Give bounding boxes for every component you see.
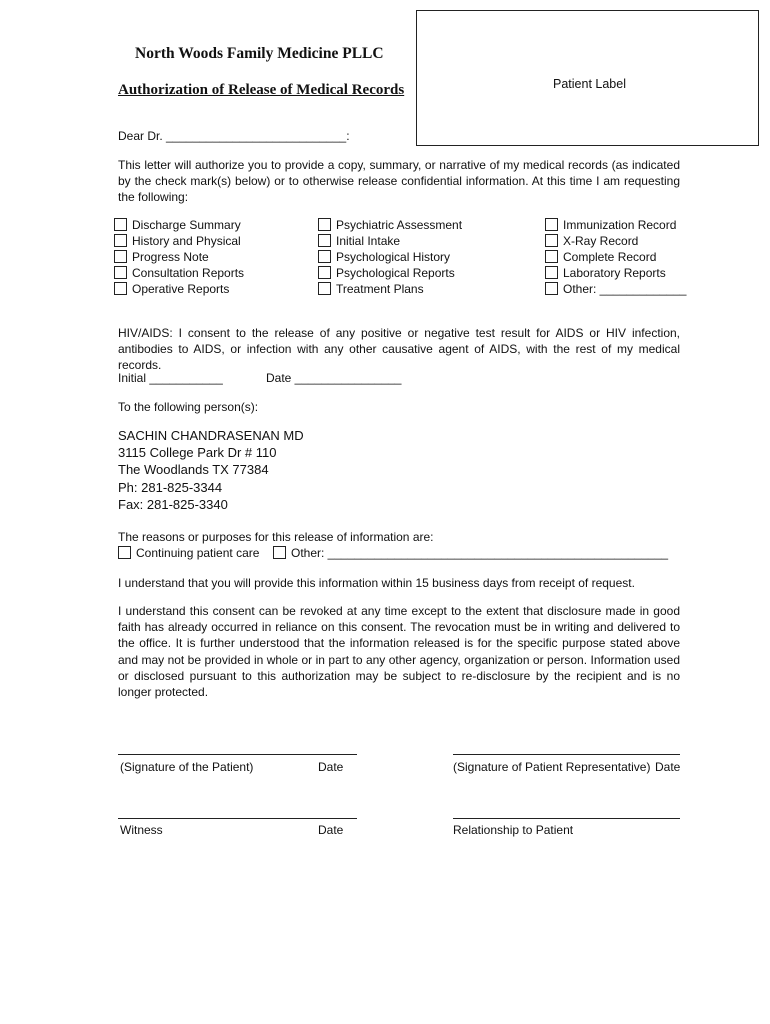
patient-label-text: Patient Label xyxy=(553,77,626,91)
checkbox-initial-intake[interactable]: Initial Intake xyxy=(318,233,462,249)
checkbox-operative-reports[interactable]: Operative Reports xyxy=(114,281,244,297)
relationship-label: Relationship to Patient xyxy=(453,823,574,837)
checkbox-history-physical[interactable]: History and Physical xyxy=(114,233,244,249)
understand-timing: I understand that you will provide this information within 15 business days from receipt of request. xyxy=(118,576,635,590)
checkbox-immunization-record[interactable]: Immunization Record xyxy=(545,217,686,233)
checkbox-psychological-history[interactable]: Psychological History xyxy=(318,249,462,265)
checkbox-psychiatric-assessment[interactable]: Psychiatric Assessment xyxy=(318,217,462,233)
checkbox-box[interactable] xyxy=(318,266,331,279)
checkbox-progress-note[interactable]: Progress Note xyxy=(114,249,244,265)
intro-paragraph: This letter will authorize you to provide a copy, summary, or narrative of my medical records (as indicated by the check mark(s) below) or to otherwise release confidential information. At this time I am requesting the following: xyxy=(118,158,680,205)
checkbox-discharge-summary[interactable]: Discharge Summary xyxy=(114,217,244,233)
checkbox-treatment-plans[interactable]: Treatment Plans xyxy=(318,281,462,297)
checkbox-box[interactable] xyxy=(114,266,127,279)
recipient-fax: Fax: 281-825-3340 xyxy=(118,496,228,512)
reason-other[interactable] xyxy=(273,545,668,561)
checkbox-box[interactable] xyxy=(318,250,331,263)
checkbox-box[interactable] xyxy=(545,218,558,231)
checkbox-reason-other[interactable]: Other: ___________________________________________________ xyxy=(273,545,668,561)
relationship-line[interactable] xyxy=(453,818,680,819)
checkbox-box[interactable] xyxy=(114,234,127,247)
reason-continuing-care[interactable] xyxy=(118,545,259,561)
revocation-paragraph: I understand this consent can be revoked at any time except to the extent that disclosure made in good faith has already occurred in reliance on this consent. The revocation must be in writing and delivered to the office. It is further understood that the information released is for the specific purpose stated above and may not be provided in whole or in part to any other agency, organization or person. Information used or disclosed pursuant to this authorization may be subject to re-disclosure by the recipient and is no longer protected. xyxy=(118,604,680,700)
checkbox-box[interactable] xyxy=(114,250,127,263)
recipient-phone: Ph: 281-825-3344 xyxy=(118,479,223,495)
records-column-3 xyxy=(545,217,686,297)
patient-label-box xyxy=(416,10,759,146)
records-column-2 xyxy=(318,217,462,297)
initial-field[interactable]: Initial ___________ xyxy=(118,371,223,385)
to-persons-label: To the following person(s): xyxy=(118,400,259,414)
checkbox-box[interactable] xyxy=(545,234,558,247)
checkbox-psychological-reports[interactable]: Psychological Reports xyxy=(318,265,462,281)
checkbox-complete-record[interactable]: Complete Record xyxy=(545,249,686,265)
form-title: Authorization of Release of Medical Records xyxy=(118,82,405,98)
checkbox-box[interactable] xyxy=(318,282,331,295)
representative-signature-label: (Signature of Patient Representative) xyxy=(453,760,651,774)
recipient-address xyxy=(118,427,304,513)
checkbox-laboratory-reports[interactable]: Laboratory Reports xyxy=(545,265,686,281)
representative-date-label: Date xyxy=(655,760,681,774)
records-column-1 xyxy=(114,217,244,297)
checkbox-box[interactable] xyxy=(114,218,127,231)
checkbox-box[interactable] xyxy=(118,546,131,559)
checkbox-box[interactable] xyxy=(545,282,558,295)
salutation: Dear Dr. ___________________________: xyxy=(118,129,350,143)
checkbox-xray-record[interactable]: X-Ray Record xyxy=(545,233,686,249)
checkbox-continuing-care[interactable]: Continuing patient care xyxy=(118,545,259,561)
patient-signature-line[interactable] xyxy=(118,754,357,755)
date-field[interactable]: Date ________________ xyxy=(266,371,402,385)
checkbox-box[interactable] xyxy=(114,282,127,295)
representative-signature-line[interactable] xyxy=(453,754,680,755)
reasons-label: The reasons or purposes for this release of information are: xyxy=(118,530,434,544)
hiv-consent-paragraph: HIV/AIDS: I consent to the release of any positive or negative test result for AIDS or HIV infection, antibodies to AIDS, or infection with any other causative agent of AIDS, with the rest of my medical records. xyxy=(118,326,680,373)
checkbox-consultation-reports[interactable]: Consultation Reports xyxy=(114,265,244,281)
witness-label: Witness xyxy=(120,823,163,837)
patient-signature-label: (Signature of the Patient) xyxy=(120,760,254,774)
witness-signature-line[interactable] xyxy=(118,818,357,819)
recipient-street: 3115 College Park Dr # 110 xyxy=(118,445,277,461)
checkbox-other-record[interactable]: Other: _____________ xyxy=(545,281,686,297)
checkbox-box[interactable] xyxy=(318,234,331,247)
checkbox-box[interactable] xyxy=(545,250,558,263)
checkbox-box[interactable] xyxy=(318,218,331,231)
witness-date-label: Date xyxy=(318,823,344,837)
recipient-city: The Woodlands TX 77384 xyxy=(118,462,269,478)
patient-date-label: Date xyxy=(318,760,344,774)
checkbox-box[interactable] xyxy=(273,546,286,559)
recipient-name: SACHIN CHANDRASENAN MD xyxy=(118,428,304,443)
checkbox-box[interactable] xyxy=(545,266,558,279)
organization-name: North Woods Family Medicine PLLC xyxy=(135,45,384,62)
